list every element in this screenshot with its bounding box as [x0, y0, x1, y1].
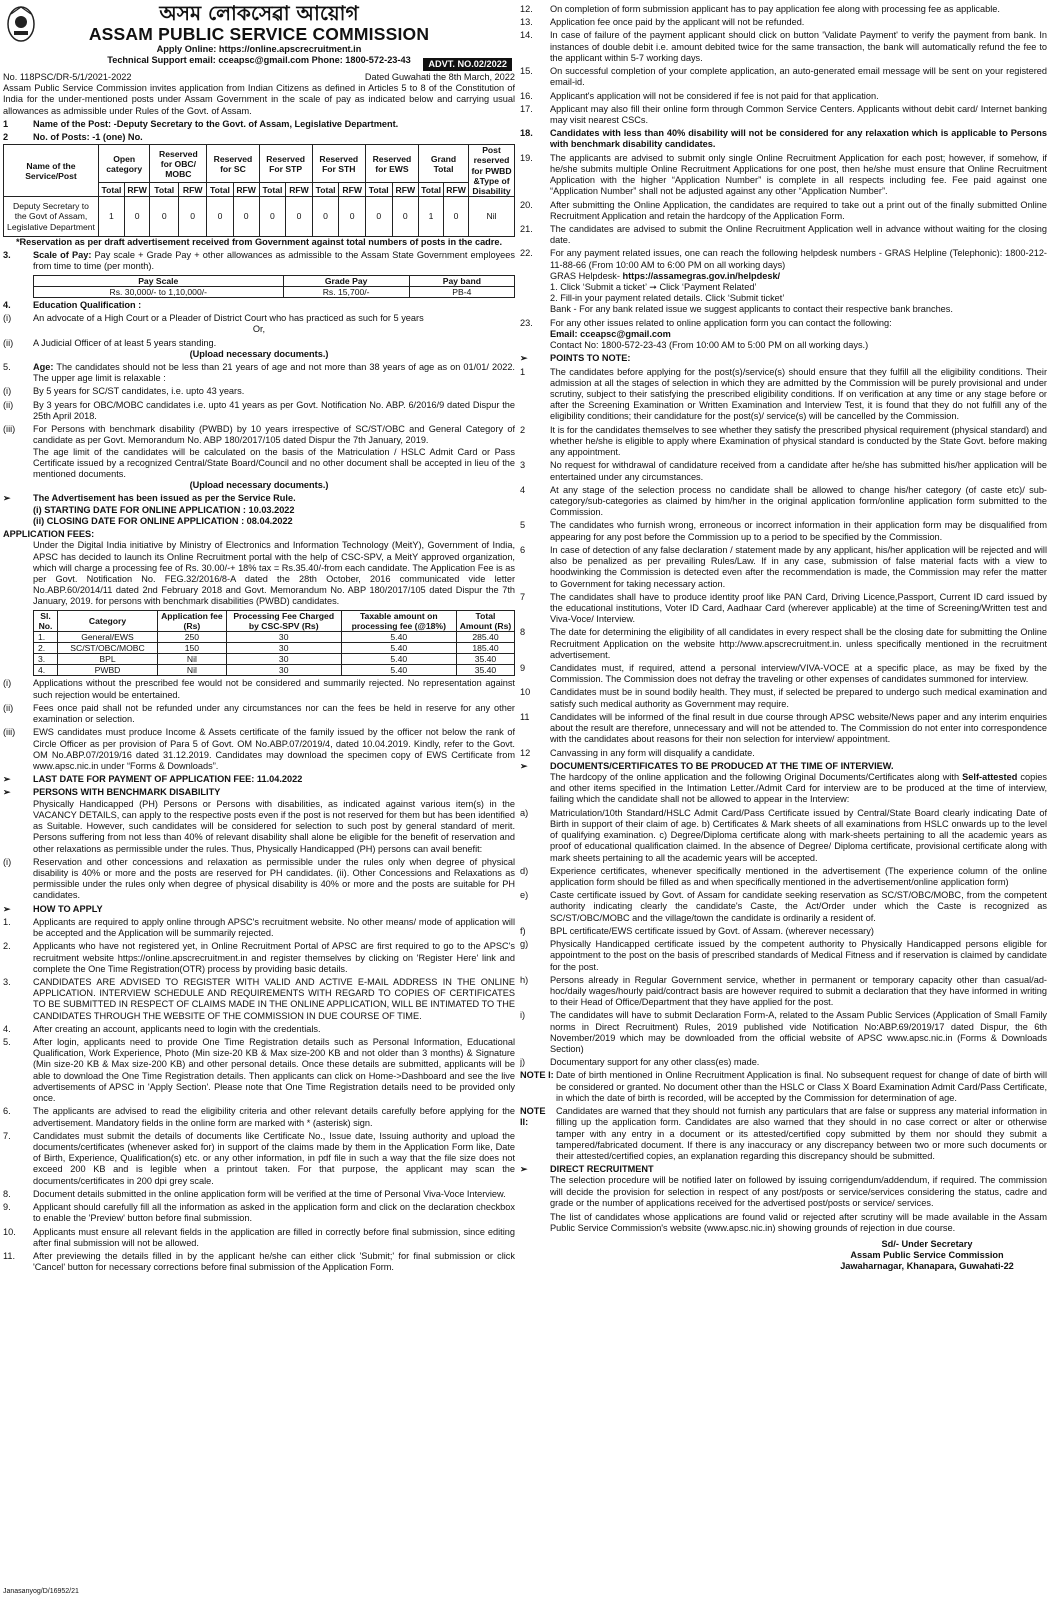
fee-cell: Nil	[158, 665, 227, 676]
fee-cell: Nil	[158, 654, 227, 665]
item-text: No request for withdrawal of candidature received from a candidate after he/she has submitted his/her application will be entertained under any circumstances.	[550, 460, 1047, 482]
item-text: On successful completion of your complete application, an auto-generated email message will be sent on your registered email-id.	[550, 66, 1047, 88]
list-item	[520, 939, 1047, 973]
post-count-item: 2 No. of Posts: -1 (one) No.	[3, 132, 143, 143]
item-text: Applicant's application will not be considered if fee is not paid for that application.	[550, 90, 879, 101]
intro-paragraph: Assam Public Service Commission invites application from Indian Citizens as defined in Articles 5 to 8 of the Constitution of India for the under-mentioned posts under Assam Government in the scale of pay as indicated below and carrying usual allowances as admissible under Rules of the Govt. of Assam.	[3, 83, 515, 116]
item-text: The applicants are advised to read the eligibility criteria and other relevant details carefully before applying for the advertisement. Mandatory fields in the online form are marked with * (asterisk) sign.	[33, 1106, 515, 1128]
item-number: 3	[520, 460, 526, 471]
list-item: 23. For any other issues related to online application form you can contact the following:	[520, 317, 892, 328]
item-number: 4.	[3, 1023, 11, 1034]
item-text: Applicants must ensure all relevant fields in the application are filled in correctly before final submission, since editing after final submission will not be allowed.	[33, 1226, 515, 1248]
note-1: NOTE I: Date of birth mentioned in Online Recruitment Application is final. No subsequent request for change of date of birth will be considered or granted. No document other than the HSLC or Class X Board Examination Admit Card/Pass Certificate, in which the date of birth is recorded, will be accepted by the Commission for determination of age.	[520, 1070, 1047, 1103]
value-cell: 0	[365, 197, 392, 237]
item-text: CANDIDATES ARE ADVISED TO REGISTER WITH VALID AND ACTIVE E-MAIL ADDRESS IN THE ONLINE APPLICATION. INTERVIEW SCHEDULE AND REQUIREMENTS WITH REGARD TO COPIES OF CERTIFICATES TO BE SUBMITTED IN RESPECT OF CLAIMS MADE IN THE ONLINE APPLICATION, WILL BE INTIMATED TO THE CANDIDATES THROUGH THE WEBSITE OF THE COMMISSION IN DUE COURSE OF TIME.	[33, 976, 515, 1021]
signature-line-3: Jawaharnagar, Khanapara, Guwahati-22	[840, 1260, 1014, 1271]
list-item	[520, 926, 1047, 937]
gras-helpdesk: GRAS Helpdesk- https://assamegras.gov.in/helpdesk/	[550, 270, 781, 281]
item-text: Document details submitted in the online application form will be verified at the time of Personal Viva-Voce Interview.	[33, 1188, 506, 1199]
advt-number-badge: ADVT. NO.02/2022	[423, 58, 512, 71]
total-header: Total	[419, 183, 444, 197]
header	[3, 2, 515, 70]
item-number: 6	[520, 544, 526, 555]
total-header: Total	[99, 183, 125, 197]
value-cell: 1	[99, 197, 125, 237]
col-stp: Reserved For STP	[259, 145, 312, 183]
item-text: After previewing the details filled in by the applicant he/she can either click 'Submit;' for final submission or click 'Cancel' button for necessary corrections before final submission of the Application Form.	[33, 1250, 515, 1273]
application-fees-title: APPLICATION FEES:	[3, 529, 95, 540]
contact-email[interactable]: Email: cceapsc@gmail.com	[550, 328, 671, 339]
item-number: 10	[520, 687, 531, 698]
posts-table	[3, 144, 515, 237]
list-item	[3, 1227, 515, 1249]
item-text: On completion of form submission applicant has to pay application fee along with processing fee as applicable.	[550, 4, 1000, 14]
item-text: The date for determining the eligibility of all candidates in every respect shall be the closing date for submitting the Online Recruitment Application on the website http://www.apscrecruitment.in. unless specifically mentioned in the recruitment advertisement.	[550, 627, 1047, 660]
starting-date: (i) STARTING DATE FOR ONLINE APPLICATION : 10.03.2022	[33, 504, 295, 515]
value-cell: 0	[286, 197, 312, 237]
list-item	[520, 91, 1047, 102]
how-to-apply-list-right	[520, 4, 1047, 126]
rfw-header: RFW	[444, 183, 469, 197]
col-sc: Reserved for SC	[207, 145, 259, 183]
item-number: 7.	[3, 1130, 11, 1141]
value-cell: 0	[444, 197, 469, 237]
list-item	[520, 808, 1047, 864]
list-item	[3, 1037, 515, 1104]
fee-cell: 250	[158, 631, 227, 642]
item-number: 11	[520, 711, 530, 722]
fee-cell: 30	[226, 631, 341, 642]
fee-note: (iii) EWS candidates must produce Income & Assets certificate of the family issued by the officer not below the rank of Circle Officer as per provision of Para 5 of Govt. OM No.ABP.07/2019/4, dated 10.04.2019. Kindly, refer to the Govt. OM No.ABP.07/2019/16 dated 31.12.2019. Candidates may download the specimen copy of EWS Certificate from www.apsc.nic.in under “Forms & Downloads”.	[3, 727, 515, 772]
list-item	[520, 4, 1047, 15]
item-text: Candidates must be in sound bodily health. They must, if selected be prepared to undergo such medical examination and satisfy such medical authority as Government may require.	[550, 687, 1047, 709]
item-number: i)	[520, 1010, 526, 1021]
list-item	[520, 1010, 1047, 1055]
item-number: 13.	[520, 17, 533, 28]
item-number: f)	[520, 925, 526, 936]
item-text: At any stage of the selection process no candidate shall be allowed to change his/her category (of caste etc)/ sub-category/sub-categories as claimed by him/her in the original application form/online application form submitted to the Commission.	[550, 484, 1047, 518]
note-2: NOTE II: Candidates are warned that they should not furnish any particulars that are false or suppress any material information in filling up the application form. Candidates are also warned that they should in no case correct or alter or otherwise tamper with any entry in a document or its attested/certified copy submitted by them nor should they submit a tampered/fabricated document. If there is any inaccuracy or any discrepancy between two or more such documents or their attested/certified copies, an explanation regarding this discrepancy should be submitted.	[520, 1106, 1047, 1161]
item-number: 14.	[520, 30, 533, 41]
item-text: In case of failure of the payment applicant should click on button 'Validate Payment' to verify the payment from bank. In instances of double debit i.e. amount debited twice for the same transaction, the bank will automatically refund the fee to the applicant within 5-7 working days.	[550, 30, 1047, 63]
or-text: Or,	[252, 324, 266, 335]
fee-cell: 1.	[34, 631, 58, 642]
list-item	[520, 1057, 1047, 1068]
commission-name-bengali: অসম লোকসেৱা আয়োগ	[159, 2, 359, 25]
age-relax-item: (ii) By 3 years for OBC/MOBC candidates i.e. upto 41 years as per Govt. Notification No. ABP. 6/2016/9 dated Dispur the 25th April 2018.	[3, 399, 515, 421]
item-number: h)	[520, 974, 529, 985]
upload-note: (Upload necessary documents.)	[189, 480, 329, 491]
list-item	[520, 592, 1047, 626]
direct-recruitment-p1: The selection procedure will be notified later on followed by issuing corrigendum/addendum, if required. The commission will decide the provision for selection in respect of any post/posts or service/services considering the status, cadre and grade or the number of applications received for the advertised post/posts or service/ services.	[550, 1175, 1047, 1208]
item-number: 12	[520, 747, 531, 758]
item-text: Caste certificate issued by Govt. of Assam for candidate seeking reservation as SC/ST/OBC/MOBC, from the competent authority indicating clearly the candidate's Caste, the Act/Order under which the Caste is recognized as SC/ST/OBC/MOBC and the village/town the candidate is ordinarily a resident of.	[550, 890, 1047, 923]
fee-cell: 185.40	[456, 643, 514, 654]
post-name-cell: Deputy Secretary to the Govt of Assam, Legislative Department	[4, 197, 99, 237]
item-number: d)	[520, 865, 529, 876]
col-open: Open category	[99, 145, 150, 183]
fee-cell: 35.40	[456, 665, 514, 676]
col-service-post: Name of the Service/Post	[4, 145, 99, 197]
item-text: Applicant may also fill their online form through Common Service Centers. Applicants without debit card/ Internet banking may visit nearest CSCs.	[550, 103, 1047, 125]
fee-cell: 5.40	[341, 643, 456, 654]
upload-note: (Upload necessary documents.)	[189, 348, 329, 359]
item-number: 9.	[3, 1202, 11, 1213]
value-cell: 0	[259, 197, 286, 237]
direct-recruitment-p2: The list of candidates whose applications are found valid or rejected after scrutiny will be made available in the Assam Public Service Commission's website (www.apsc.nic.in) showing grounds of rejection in due course.	[550, 1212, 1047, 1234]
fee-cell: PWBD	[58, 665, 158, 676]
item-number: 16.	[520, 90, 533, 101]
rfw-header: RFW	[339, 183, 365, 197]
value-cell: 0	[179, 197, 207, 237]
item-text: Applicant should carefully fill all the information as asked in the application form and click on the declaration checkbox to enable the 'Preview' button before final submission.	[33, 1202, 515, 1224]
item-text: Application fee once paid by the applicant will not be refunded.	[550, 17, 805, 28]
value-cell: 1	[419, 197, 444, 237]
total-header: Total	[150, 183, 179, 197]
item-text: Candidates will be informed of the final result in due course through APSC website/News paper and any interim enquiries about the result are therefore, unnecessary and will not be attended to. The Commission do not enter into correspondence with the candidates about reasons for their non selection for interview/ appointment.	[550, 711, 1047, 745]
item-number: 11.	[3, 1250, 16, 1261]
value-cell: 0	[392, 197, 418, 237]
item-number: e)	[520, 890, 529, 901]
item-text: Canvassing in any form will disqualify a candidate.	[550, 747, 755, 758]
fee-cell: 30	[226, 665, 341, 676]
list-item	[520, 712, 1047, 746]
table-row	[34, 631, 515, 642]
col-pwbd: Post reserved for PWBD &Type of Disability	[469, 145, 515, 197]
list-item	[520, 425, 1047, 459]
list-item	[520, 520, 1047, 542]
item-number: 2	[520, 424, 526, 435]
item-number: g)	[520, 939, 529, 950]
pwbd-text: Physically Handicapped (PH) Persons or Persons with disabilities, as indicated against various item(s) in the VACANCY DETAILS, can apply to the respective posts even if the post is not reserved for them but has been identified as Suitable. However, such candidates will be considered for selection to such post by general standard of merit. Persons suffering from not less than 40% of relevant disability shall alone be eligible for the benefit of reservation and other relaxations as permissible under the rules. Thus, Physically Handicapped (PH) persons can avail benefit:	[33, 798, 515, 854]
commission-name: ASSAM PUBLIC SERVICE COMMISSION	[88, 24, 430, 44]
list-item	[3, 1189, 515, 1200]
item-number: 4	[520, 484, 526, 495]
item-number: 10.	[3, 1226, 16, 1237]
signature-block	[520, 1239, 1047, 1273]
value-cell: 0	[233, 197, 259, 237]
gras-helpdesk-link[interactable]: https://assamegras.gov.in/helpdesk/	[622, 270, 781, 281]
fee-cell: 150	[158, 643, 227, 654]
item-number: 8	[520, 627, 526, 638]
reference-number: No. 118PSC/DR-5/1/2021-2022	[3, 72, 132, 82]
direct-recruitment-title: ➢ DIRECT RECRUITMENT	[520, 1164, 654, 1175]
rfw-header: RFW	[124, 183, 150, 197]
total-header: Total	[207, 183, 233, 197]
list-item	[520, 748, 1047, 759]
education-title: 4. Education Qualification :	[3, 299, 142, 310]
documents-list	[520, 808, 1047, 1069]
application-fees-text: Under the Digital India initiative by Ministry of Electronics and Information Technology (MeitY), Government of India, APSC has decided to launch its Online Recruitment portal with the help of CSC-SPV, a MeitY approved organization, which will charge a processing fee of Rs. 30.00/-+ 18% tax = Rs.35.40/-from each candidate. The Application Fee is as per Govt. Notification No. FEG.32/2016/8-A dated the 28th October, 2016 communicated vide letter No.ABP.60/2014/11 dated 2nd February 2018 and Govt. Memorandum No. ABP 180/2017/105 dated Dispur the 7th January, 2019. for persons with benchmark disabilities (PWBD) candidates.	[33, 540, 515, 607]
table-row	[34, 665, 515, 676]
value-cell: 0	[150, 197, 179, 237]
item-number: 1.	[3, 916, 11, 927]
list-item	[520, 890, 1047, 924]
right-column	[520, 2, 1047, 1599]
how-to-apply-title: ➢ HOW TO APPLY	[3, 903, 103, 914]
fee-cell: SC/ST/OBC/MOBC	[58, 643, 158, 654]
contact-phone: Contact No: 1800-572-23-43 (From 10:00 AM to 5:00 PM on all working days.)	[550, 340, 869, 351]
item-text: In case of detection of any false declaration / statement made by any applicant, his/her application will be rejected and will also be penalized as per prevailing Rules/Law. If in any case, submission of false material facts with a view to hoodwinking the Commission is detected even after the recommendation is made, the Commission may refer the matter to Government for taking necessary action.	[550, 544, 1047, 589]
value-cell: 0	[312, 197, 339, 237]
item-number: 12.	[520, 4, 533, 14]
item-text: It is for the candidates themselves to see whether they satisfy the prescribed physical requirement (physical standard) and whether he/she is eligible to apply where Examination of physical standard is conducted by the State Govt. before making any appointment.	[550, 424, 1047, 458]
item-number: 17.	[520, 103, 533, 114]
how-to-apply-list-left	[3, 917, 515, 1274]
item-number: 5	[520, 520, 526, 531]
points-list	[520, 367, 1047, 759]
pwbd-title: ➢ PERSONS WITH BENCHMARK DISABILITY	[3, 787, 221, 798]
item-number: 1	[520, 366, 526, 377]
list-item	[520, 367, 1047, 423]
list-item: 19. The applicants are advised to submit only single Online Recruitment Application for each post; however, if somehow, if he/she submits multiple Online Recruitment Applications for one post, then he/she must ensure that Online Recruitment Application with the higher “Application Number” is complete in all respects including fee. Fee paid against one “Application Number” shall not be adjusted against any other “Application Number”.	[520, 152, 1047, 197]
list-item	[3, 1251, 515, 1273]
list-item	[520, 687, 1047, 709]
list-item	[520, 545, 1047, 590]
item-number: 3.	[3, 976, 11, 987]
pwbd-item: (i) Reservation and other concessions and relaxation as permissible under the rules only when degree of physical disability is 40% or more and the posts are reserved for PH candidates. (ii). Other Concessions and Relaxations as permissible under the rules only when degree of physical disability is 40% or more and the posts are suitable for PH candidates.	[3, 856, 515, 901]
signature-line-2: Assam Public Service Commission	[850, 1249, 1004, 1260]
list-item	[520, 485, 1047, 519]
service-rule-note: ➢ The Advertisement has been issued as per the Service Rule.	[3, 493, 296, 504]
item-number: j)	[520, 1057, 526, 1068]
col-sth: Reserved For STH	[312, 145, 365, 183]
rfw-header: RFW	[233, 183, 259, 197]
fee-note: (i) Applications without the prescribed fee would not be considered and summarily rejected. No representation against such rejection would be entertained.	[3, 678, 515, 700]
documents-intro: The hardcopy of the online application and the following Original Documents/Certificates along with Self-attested copies and other items specified in the Intimation Letter./Admit Card for interview are to be produced at the time of interview, failing which the candidate shall not be allowed to appear in the Interview:	[550, 772, 1047, 805]
list-item	[3, 1131, 515, 1187]
age-item: 5. Age: The candidates should not be less than 21 years of age and not more than 38 years of age as on 01/01/ 2022. The upper age limit is relaxable :	[3, 362, 515, 384]
fee-cell: 3.	[34, 654, 58, 665]
item-number: 15.	[520, 66, 533, 77]
fee-table: Sl. No. Category Application fee (Rs) Processing Fee Charged by CSC-SPV (Rs) Taxable amount on processing fee (@18%) Total Amount (Rs) 1. General/EWS 250 30 5.40 285.40 2. SC/ST/OBC/MOBC 150 30 5.40 185.40 3. BPL Nil 30 5.40 35.40 4. PWBD Nil 30 5.40 35.40	[33, 610, 515, 677]
list-item	[3, 1106, 515, 1128]
fee-cell: 2.	[34, 643, 58, 654]
item-text: The candidates will have to submit Declaration Form-A, related to the Assam Public Services (Application of Small Family norms in Direct Recruitment) Rules, 2019 published vide Notification No:ABP.69/2019/17 dated Dispur, the 6th November/2019 which may be downloaded from the official website of APSC www.apsc.nic.in (Forms & Downloads Section)	[550, 1010, 1047, 1055]
pwbd-cell: Nil	[469, 197, 515, 237]
fee-cell: 285.40	[456, 631, 514, 642]
post-name-item: 1 Name of the Post: -Deputy Secretary to the Govt. of Assam, Legislative Department.	[3, 118, 399, 129]
reservation-note: *Reservation as per draft advertisement received from Government against total numbers of posts in the cadre.	[15, 237, 503, 248]
item-text: The candidates before applying for the post(s)/service(s) should ensure that they fulfill all the eligibility conditions. Their admission at all the stages of selection in which they are admitted by the Commission will be purely provisional and under scrutiny, subject to their satisfying the prescribed eligibility conditions. If on verification at any time or any stage before or after the Screening Examination or Written Examination and Interview Test, it is found that they do not fulfill any of the eligibility conditions; their candidature for the post(s)/ service(s) will be cancelled by the Commission.	[550, 366, 1047, 422]
item-text: The candidates shall have to produce identity proof like PAN Card, Driving Licence,Passport, Current ID card issued by the educational institutions, Voter ID Card, Aadhaar Card (wherever applicable) at the time of Screening/Written test and Viva-Voce/ Interview.	[550, 591, 1047, 625]
total-header: Total	[312, 183, 339, 197]
fee-cell: 35.40	[456, 654, 514, 665]
fee-table-body	[34, 631, 515, 676]
age-relax-item: (i) By 5 years for SC/ST candidates, i.e. upto 43 years.	[3, 386, 245, 397]
footer-code: Janasanyog/D/16952/21	[3, 1588, 79, 1596]
item-text: BPL certificate/EWS certificate issued by Govt. of Assam. (wherever necessary)	[550, 925, 874, 936]
age-calc-text: The age limit of the candidates will be calculated on the basis of the Matriculation / HSLC Admit Card or Pass Certificate issued by a recognized Central/State Board/Council and no other document shall be accepted in lieu of the mentioned documents.	[33, 446, 515, 480]
fee-cell: 5.40	[341, 631, 456, 642]
col-ews: Reserved for EWS	[365, 145, 418, 183]
list-item: 22. For any payment related issues, one can reach the following helpdesk numbers - GRAS Helpline (Telephonic): 1800-212-11-88-66 (From 10:00 AM to 6:00 PM on all working days)	[520, 248, 1047, 270]
table-row	[4, 197, 515, 237]
education-item: (i) An advocate of a High Court or a Pleader of District Court who has practiced as such for 5 years	[3, 313, 424, 324]
item-text: Persons already in Regular Government service, whether in permanent or temporary capacity other than casual/ad-hoc/daily wages/hourly paid/contract basis are however required to submit a declaration that they have informed in writing to their Head of Office/Department that they have applied for the post.	[550, 974, 1047, 1008]
item-text: After login, applicants need to provide One Time Registration details such as Personal Information, Educational Qualification, Work Experience, Photo (Min size-20 KB & Max size-200 KB and not older than 3 months) & Signature (Min size-20 KB & Max size-200 KB) and other personal details. Once these details are submitted, applicants will be able to download the One Time Registration details. Then applicants can click on Home->Dashboard and see the live advertisements of APSC in 'Apply Section'. Please note that One Time Registration details need to be provided only once.	[33, 1037, 515, 1104]
total-header: Total	[259, 183, 286, 197]
closing-date: (ii) CLOSING DATE FOR ONLINE APPLICATION : 08.04.2022	[33, 515, 293, 526]
pay-scale-table: Pay Scale Grade Pay Pay band Rs. 30,000/- to 1,10,000/- Rs. 15,700/- PB-4	[33, 275, 515, 298]
list-item	[520, 866, 1047, 888]
list-item	[3, 1202, 515, 1224]
item-text: The candidates who furnish wrong, erroneous or incorrect information in their application form may be disqualified from appearing for any post before the Commission up to a period to be specified by the Commission.	[550, 520, 1047, 542]
points-title: ➢ POINTS TO NOTE:	[520, 353, 631, 364]
item-number: 6.	[3, 1106, 11, 1117]
item-text: Candidates must, if required, attend a personal interview/VIVA-VOCE at a specific place, as may be fixed by the Commission. The Commission does not defray the traveling or other expenses of candidates summoned for interview.	[550, 663, 1047, 685]
gras-step-1: 1. Click ‘Submit a ticket’ ➞ Click ‘Payment Related’	[550, 282, 757, 293]
fee-cell: 30	[226, 654, 341, 665]
list-item	[3, 1024, 515, 1035]
list-item: 18. Candidates with less than 40% disability will not be considered for any relaxation which is applicable to Persons with benchmark disability candidates.	[520, 128, 1047, 150]
fee-cell: General/EWS	[58, 631, 158, 642]
total-header: Total	[365, 183, 392, 197]
item-text: Matriculation/10th Standard/HSLC Admit Card/Pass Certificate issued by Central/State Board clearly indicating Date of Birth in support of their claim of age. b) Certificates & Mark sheets of all examinations from HSLC onwards up to the level of qualifying examination. c) Degree/Diploma certificate along with mark-sheets pertaining to all the academic years as proof of educational qualification claimed. In the absence of Degree/ Diploma certificate, provisional certificate along with mark sheets pertaining to all the academic years will be accepted.	[550, 807, 1047, 863]
list-item	[520, 104, 1047, 126]
list-item	[3, 917, 515, 939]
list-item	[520, 975, 1047, 1009]
bank-note: Bank - For any bank related issue we suggest applicants to contact their respective bank branches.	[550, 304, 953, 315]
rfw-header: RFW	[392, 183, 418, 197]
reference-line	[3, 72, 515, 83]
value-cell: 0	[207, 197, 233, 237]
fee-cell: 5.40	[341, 654, 456, 665]
last-date-fee: ➢ LAST DATE FOR PAYMENT OF APPLICATION FEE: 11.04.2022	[3, 774, 303, 785]
item-number: 7	[520, 591, 526, 602]
education-item: (ii) A Judicial Officer of at least 5 years standing.	[3, 337, 217, 348]
fee-note: (ii) Fees once paid shall not be refunded under any circumstances nor can the fees be held in reserve for any other examination or selection.	[3, 702, 515, 725]
fee-cell: 30	[226, 643, 341, 654]
table-row	[34, 643, 515, 654]
list-item	[520, 66, 1047, 88]
item-text: Applicants who have not registered yet, in Online Recruitment Portal of APSC are first required to go to the APSC's recruitment website https://online.apscrecruitment.in and register themselves by clicking on 'Register Here' link and complete the One Time Registration(OTR) process by providing basic details.	[33, 941, 515, 974]
list-item	[520, 30, 1047, 64]
col-grand-total: Grand Total	[419, 145, 469, 183]
item-number: 2.	[3, 941, 11, 952]
table-row	[34, 654, 515, 665]
apply-online-text: Apply Online: https://online.apscrecruitment.in	[156, 44, 362, 54]
item-text: Documentary support for any other class(es) made.	[550, 1057, 760, 1068]
fee-cell: 5.40	[341, 665, 456, 676]
list-item	[3, 941, 515, 975]
age-relax-item: (iii) For Persons with benchmark disability (PWBD) by 10 years irrespective of SC/ST/OBC and General Category of candidate as per Govt. Memorandum No. ABP 180/2017/105 dated Dispur the 7th January, 2019.	[3, 424, 515, 446]
list-item	[520, 663, 1047, 685]
item-text: Experience certificates, whenever specifically mentioned in the advertisement (The experience column of the online application form should be filled as and when specifically mentioned in the advertisement/online application form)	[550, 865, 1047, 887]
list-item	[520, 460, 1047, 482]
list-item	[520, 17, 1047, 28]
value-cell: 0	[124, 197, 150, 237]
item-number: 8.	[3, 1188, 11, 1199]
fee-cell: BPL	[58, 654, 158, 665]
item-text: Physically Handicapped certificate issued by the competent authority to Physically Handicapped persons eligible for appointment to the post on the basis of prescribed standards of Medical Fitness and if reservation is claimed by candidate for the post.	[550, 939, 1047, 972]
item-number: 5.	[3, 1037, 11, 1048]
signature-line-1: Sd/- Under Secretary	[881, 1238, 973, 1249]
rfw-header: RFW	[286, 183, 312, 197]
fee-cell: 4.	[34, 665, 58, 676]
list-item	[3, 977, 515, 1022]
list-item: 21. The candidates are advised to submit the Online Recruitment Application well in advance without waiting for the closing date.	[520, 223, 1047, 246]
value-cell: 0	[339, 197, 365, 237]
scale-of-pay-item: 3. Scale of Pay: Pay scale + Grade Pay + other allowances as admissible to the Assam State Government employees from time to time (per month).	[3, 250, 515, 272]
col-obc: Reserved for OBC/ MOBC	[150, 145, 207, 183]
item-text: Applicants are required to apply online through APSC's recruitment website. No other means/ mode of application will be accepted and the Application will be summarily rejected.	[33, 916, 515, 939]
documents-title: ➢ DOCUMENTS/CERTIFICATES TO BE PRODUCED AT THE TIME OF INTERVIEW.	[520, 760, 894, 771]
item-number: a)	[520, 807, 529, 818]
list-item: 20. After submitting the Online Application, the candidates are required to take out a print out of the finally submitted Online Recruitment Application and retain the hardcopy of the Application Form.	[520, 199, 1047, 221]
rfw-header: RFW	[179, 183, 207, 197]
gras-step-2: 2. Fill-in your payment related details. Click ‘Submit ticket’	[550, 293, 785, 304]
issue-date: Dated Guwahati the 8th March, 2022	[364, 72, 515, 82]
item-text: After creating an account, applicants need to login with the credentials.	[33, 1023, 321, 1034]
left-column	[3, 2, 515, 1599]
state-emblem-icon	[5, 4, 37, 44]
technical-support-text: Technical Support email: cceapsc@gmail.com Phone: 1800-572-23-43	[107, 55, 411, 65]
item-text: Candidates must submit the details of documents like Certificate No., Issue date, Issuing authority and upload the documents/certificates (whenever asked for) in support of the claims made by them in the Application Form like, Date of Birth, Experience, Qualification(s) etc. or any other information, in pdf file in such a way that the file size does not exceed 200 KB and is legible when a printout taken. For that purpose, the applicant may scan the documents/certificates in 200 dpi grey scale.	[33, 1130, 515, 1186]
item-number: 9	[520, 663, 526, 674]
list-item	[520, 627, 1047, 661]
